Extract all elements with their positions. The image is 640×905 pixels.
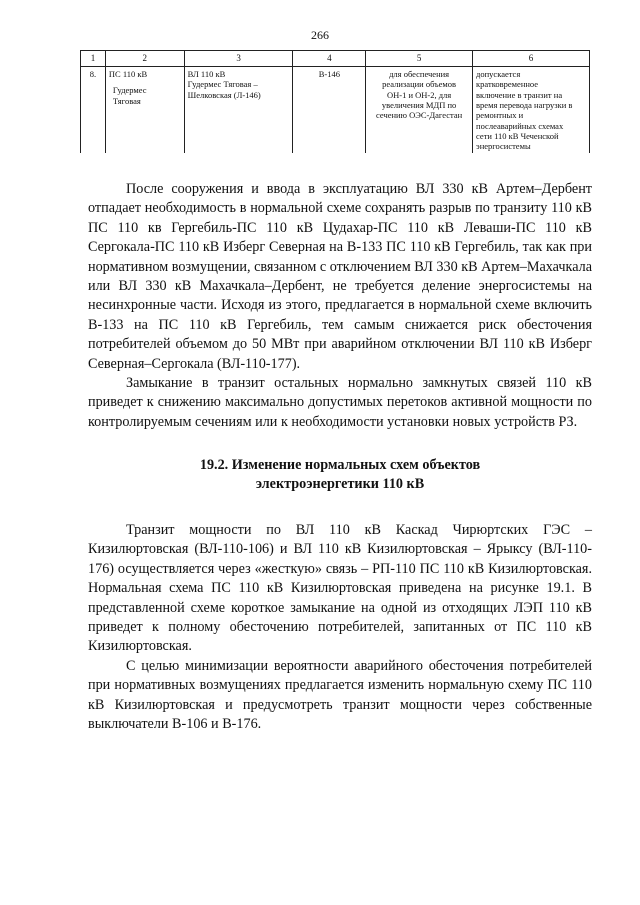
- switching-table: [80, 50, 590, 153]
- body-section-1: [88, 180, 592, 432]
- condition-text: сети 110 кВ Чеченской: [476, 131, 559, 142]
- heading-line: 19.2. Изменение нормальных схем объектов: [199, 457, 481, 473]
- paragraph: Транзит мощности по ВЛ 110 кВ Каскад Чирюртских ГЭС – Кизилюртовская (ВЛ-110-106) и ВЛ 110 кВ Кизилюртовская – Ярыксу (ВЛ-110-176) осуществляется через «жесткую» связь – РП-110 ПС 110 кВ Кизилюртовская. Нормальная схема ПС 110 кВ Кизилюртовская приведена на рисунке 19.1. В представленной схеме короткое замыкание на одной из отходящих ЛЭП 110 кВ приведет к полному обесточению потребителей, запитанных от ПС 110 кВ Кизилюртовская.: [88, 522, 592, 655]
- header-cell: 2: [105, 51, 184, 67]
- purpose-cell: [366, 66, 473, 152]
- purpose-text: реализации объемов: [382, 79, 457, 90]
- substation-name: [109, 85, 181, 106]
- table-header-row: [81, 51, 590, 67]
- condition-text: время перевода нагрузки в: [476, 100, 573, 111]
- condition-text: кратковременное: [476, 79, 539, 90]
- substation-line: Тяговая: [112, 95, 141, 106]
- purpose-text: ОН-1 и ОН-2, для: [386, 89, 452, 100]
- substation-cell: [105, 66, 184, 152]
- paragraph: Замыкание в транзит остальных нормально замкнутых связей 110 кВ приведет к снижению максимально допустимых перетоков активной мощности по контролируемым сечениям или к необходимости установки новых устройств РЗ.: [88, 375, 592, 430]
- row-number: 8.: [81, 66, 106, 152]
- condition-text: ремонтных и: [476, 110, 524, 121]
- paragraph: После сооружения и ввода в эксплуатацию ВЛ 330 кВ Артем–Дербент отпадает необходимость в нормальной схеме сохранять разрыв по транзиту 110 кВ ПС 110 кв Гергебиль-ПС 110 кВ Цудахар-ПС 110 кВ Леваши-ПС 110 кВ Сергокала-ПС 110 кВ Изберг Северная на В-133 ПС 110 кВ Гергебиль, так как при нормативном возмущении, связанном с отключением ВЛ 330 кВ Артем–Махачкала или ВЛ 330 кВ Махачкала–Дербент, не требуется деление энергосистемы на несинхронные части. Исходя из этого, предлагается в нормальной схеме включить В-133 на ПС 110 кВ Гергебиль, тем самым снижается риск обесточения потребителей объемом до 50 МВт при аварийном отключении ВЛ 110 кВ Изберг Северная–Сергокала (ВЛ-110-177).: [88, 181, 592, 372]
- breaker-cell: В-146: [293, 66, 366, 152]
- page-number: 266: [311, 28, 329, 42]
- condition-text: энергосистемы: [476, 141, 531, 152]
- header-cell: 3: [184, 51, 293, 67]
- power-line-text: Гудермес Тяговая –: [187, 79, 258, 90]
- body-section-2: [88, 521, 592, 734]
- purpose-text: увеличения МДП по: [381, 100, 457, 111]
- header-cell: 5: [366, 51, 473, 67]
- condition-text: включение в транзит на: [476, 89, 563, 100]
- substation-line: Гудермес: [112, 85, 147, 96]
- section-heading: [88, 456, 592, 494]
- power-line-text: Шелковская (Л-146): [187, 89, 261, 100]
- substation-line: ПС 110 кВ: [108, 68, 148, 79]
- paragraph: С целью минимизации вероятности аварийного обесточения потребителей при нормативных возмущениях предлагается изменить нормальную схему ПС 110 кВ Кизилюртовская и предусмотреть транзит мощности через собственные выключатели В-106 и В-176.: [88, 657, 592, 733]
- purpose-text: сечению ОЭС-Дагестан: [376, 110, 463, 121]
- purpose-text: для обеспечения: [389, 68, 450, 79]
- condition-cell: [473, 66, 590, 152]
- header-cell: 4: [293, 51, 366, 67]
- table-row: [81, 66, 590, 152]
- condition-text: допускается: [476, 68, 521, 79]
- power-line-cell: [184, 66, 293, 152]
- header-cell: 6: [473, 51, 590, 67]
- heading-line: электроэнергетики 110 кВ: [255, 476, 425, 492]
- power-line-text: ВЛ 110 кВ: [187, 68, 226, 79]
- header-cell: 1: [81, 51, 106, 67]
- condition-text: послеаварийных схемах: [476, 120, 564, 131]
